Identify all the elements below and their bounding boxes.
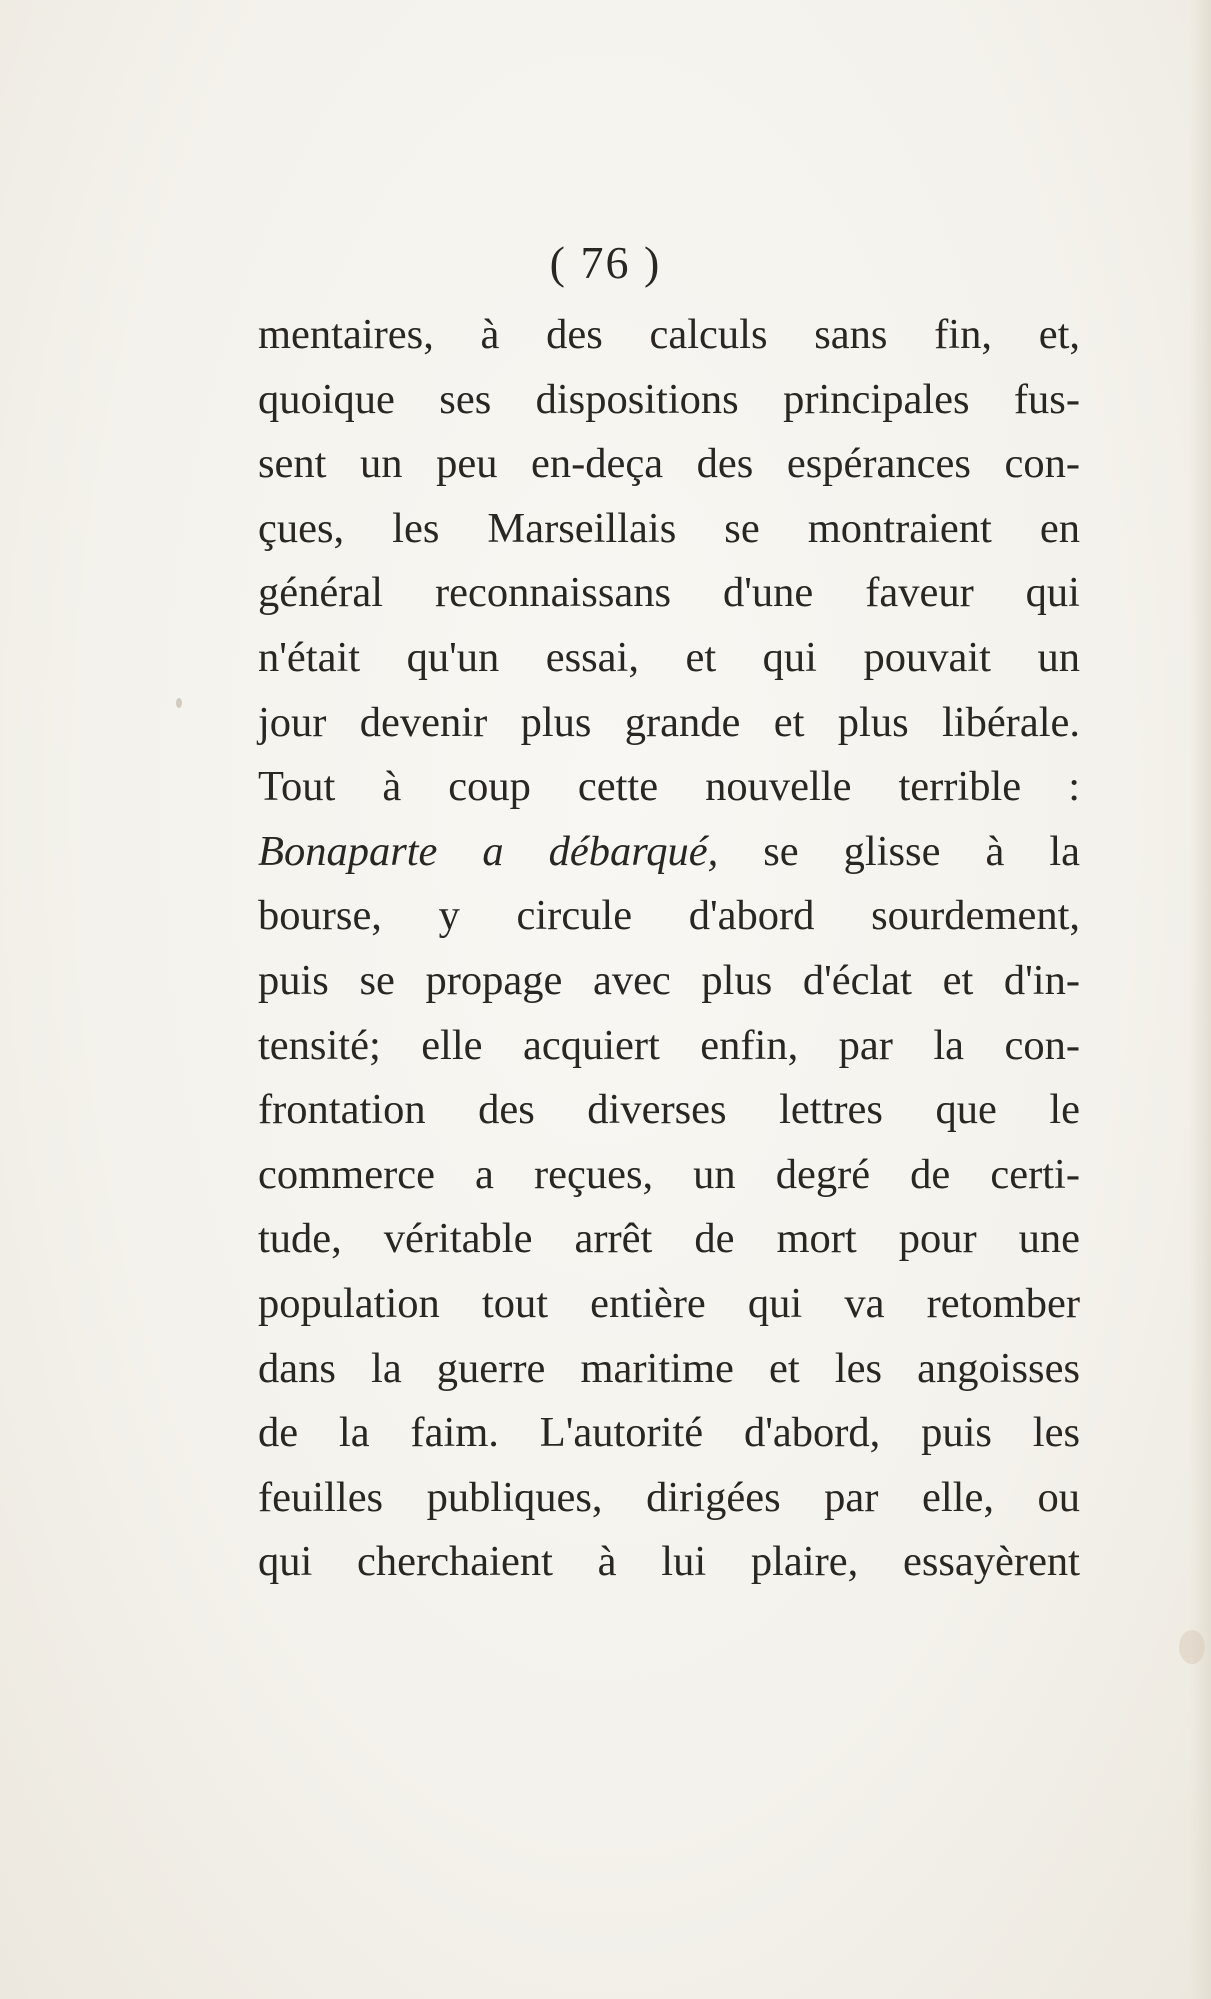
text-line: sent un peu en-deça des espérances con- (258, 440, 1080, 488)
text-line: qui cherchaient à lui plaire, essayèrent (258, 1538, 1080, 1586)
text-line: population tout entière qui va retomber (258, 1279, 1080, 1327)
text-line: feuilles publiques, dirigées par elle, ou (258, 1473, 1080, 1521)
text-line: tude, véritable arrêt de mort pour une (258, 1215, 1080, 1263)
text-line: mentaires, à des calculs sans fin, et, (258, 311, 1080, 358)
text-line: dans la guerre maritime et les angoisses (258, 1344, 1080, 1392)
body-text (258, 303, 1080, 1595)
italic-phrase: Bonaparte a débarqué, (258, 827, 719, 875)
text-line: tensité; elle acquiert enfin, par la con- (258, 1021, 1080, 1069)
text-line: de la faim. L'autorité d'abord, puis les (258, 1409, 1080, 1457)
text-line-rest: se glisse à la (718, 827, 1080, 875)
page-edge-shadow (1189, 0, 1211, 1999)
text-line: n'était qu'un essai, et qui pouvait un (258, 633, 1080, 681)
paper-foxing-spot (176, 698, 182, 708)
text-line: général reconnaissans d'une faveur qui (258, 569, 1080, 617)
text-line: quoique ses dispositions principales fus- (258, 375, 1080, 423)
text-line-with-italic (258, 820, 1080, 885)
text-line: çues, les Marseillais se montraient en (258, 504, 1080, 552)
paper-foxing-spot (1179, 1630, 1205, 1664)
text-line: bourse, y circule d'abord sourdement, (258, 892, 1080, 940)
text-line: Tout à coup cette nouvelle terrible : (258, 763, 1080, 811)
text-line: jour devenir plus grande et plus libérale. (258, 698, 1080, 746)
text-line: frontation des diverses lettres que le (258, 1086, 1080, 1134)
text-line: commerce a reçues, un degré de certi- (258, 1150, 1080, 1198)
page-number: ( 76 ) (549, 237, 662, 288)
text-line: puis se propage avec plus d'éclat et d'in- (258, 956, 1080, 1004)
